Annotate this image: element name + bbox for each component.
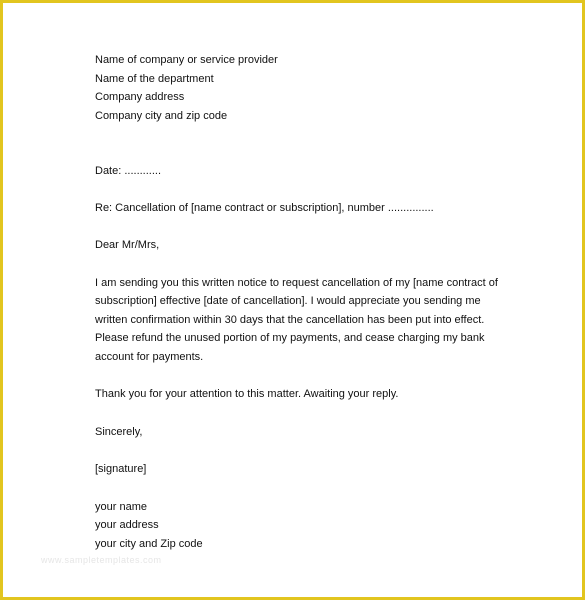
salutation: Dear Mr/Mrs, [95, 239, 160, 251]
recipient-block [95, 51, 565, 125]
subject-line: Re: Cancellation of [name contract or subscription], number ............... [95, 201, 434, 214]
sender-name: your name [95, 500, 147, 513]
recipient-department: Name of the department [95, 72, 214, 85]
sender-address: your address [95, 519, 159, 531]
signature-placeholder: [signature] [95, 463, 147, 475]
body-line: I am sending you this written notice to request cancellation of my [name contract of [95, 276, 498, 289]
body-line: written confirmation within 30 days that the cancellation has been put into effect. [95, 313, 485, 326]
recipient-city-zip: Company city and zip code [95, 109, 228, 122]
thanks-line: Thank you for your attention to this matter. Awaiting your reply. [95, 388, 399, 400]
body-line: subscription] effective [date of cancellation]. I would appreciate you sending me [95, 295, 481, 307]
sender-block [95, 498, 565, 554]
letter-body [95, 51, 565, 553]
body-paragraph [95, 274, 565, 367]
recipient-company: Name of company or service provider [95, 54, 278, 66]
body-line: account for payments. [95, 350, 204, 363]
body-line: Please refund the unused portion of my payments, and cease charging my bank [95, 332, 485, 344]
sender-city-zip: your city and Zip code [95, 537, 203, 550]
watermark-text: www.sampletemplates.com [41, 555, 162, 565]
closing: Sincerely, [95, 425, 143, 438]
recipient-address: Company address [95, 91, 185, 103]
date-line: Date: ............ [95, 165, 162, 177]
